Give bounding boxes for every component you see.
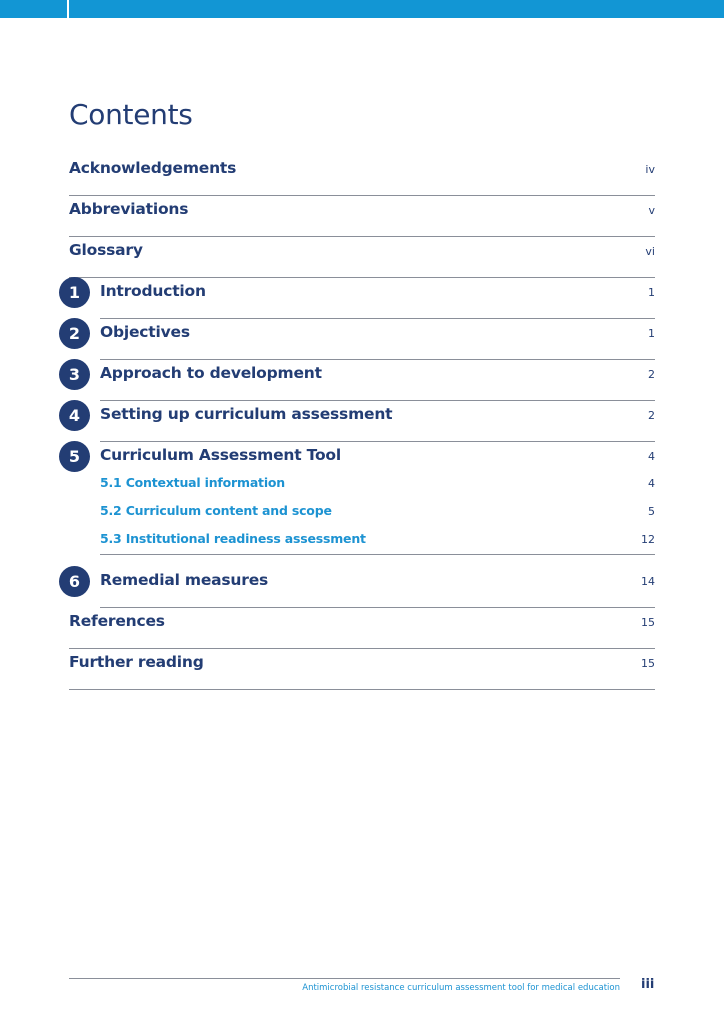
toc-entry-page: 4 [648,450,655,463]
toc-entry-references[interactable] [69,607,655,649]
toc-subentry-institutional-readiness-assessment[interactable] [100,529,655,555]
toc-entry-objectives[interactable] [100,318,655,360]
toc-entry-label: References [69,612,165,630]
toc-entry-approach-to-development[interactable] [100,359,655,401]
toc-entry-page: v [648,204,655,217]
page-title: Contents [69,98,193,131]
toc-entry-page: 15 [641,657,655,670]
toc-entry-further-reading[interactable] [69,648,655,690]
toc-subentry-page: 4 [648,477,655,490]
toc-subentry-contextual-information[interactable] [100,473,655,495]
toc-entry-abbreviations[interactable] [69,195,655,237]
chapter-badge-4: 4 [59,400,90,431]
footer-page-number: iii [641,977,655,992]
toc-subentry-page: 12 [641,533,655,546]
toc-entry-label: Acknowledgements [69,159,237,177]
chapter-badge-2: 2 [59,318,90,349]
chapter-badge-5: 5 [59,441,90,472]
toc-entry-label: Introduction [100,282,206,300]
toc-entry-introduction[interactable] [100,277,655,319]
chapter-badge-3: 3 [59,359,90,390]
toc-entry-remedial-measures[interactable] [100,566,655,608]
toc-entry-page: 2 [648,368,655,381]
toc-entry-page: 2 [648,409,655,422]
toc-subentry-label: 5.2 Curriculum content and scope [100,503,332,518]
chapter-badge-1: 1 [59,277,90,308]
toc-entry-glossary[interactable] [69,236,655,278]
toc-subentry-curriculum-content-and-scope[interactable] [100,501,655,523]
toc-entry-page: 14 [641,575,655,588]
toc-subentry-page: 5 [648,505,655,518]
footer-divider [69,978,620,979]
toc-entry-page: 1 [648,327,655,340]
chapter-badge-6: 6 [59,566,90,597]
toc-entry-acknowledgements[interactable] [69,154,655,196]
toc-entry-page: vi [645,245,655,258]
toc-entry-page: iv [645,163,655,176]
toc-entry-label: Abbreviations [69,200,189,218]
toc-entry-page: 15 [641,616,655,629]
toc-entry-setting-up-curriculum-assessment[interactable] [100,400,655,442]
toc-subentry-label: 5.1 Contextual information [100,475,285,490]
toc-entry-label: Objectives [100,323,190,341]
toc-subentry-label: 5.3 Institutional readiness assessment [100,531,366,546]
toc-entry-label: Curriculum Assessment Tool [100,446,341,464]
header-bar [0,0,724,18]
toc-entry-label: Remedial measures [100,571,269,589]
toc-entry-label: Setting up curriculum assessment [100,405,393,423]
header-bar-divider [67,0,69,18]
toc-entry-page: 1 [648,286,655,299]
footer-document-title: Antimicrobial resistance curriculum assessment tool for medical education [302,983,620,993]
toc-entry-label: Glossary [69,241,143,259]
toc-entry-curriculum-assessment-tool[interactable] [100,441,655,471]
toc-entry-label: Further reading [69,653,204,671]
toc-entry-label: Approach to development [100,364,322,382]
